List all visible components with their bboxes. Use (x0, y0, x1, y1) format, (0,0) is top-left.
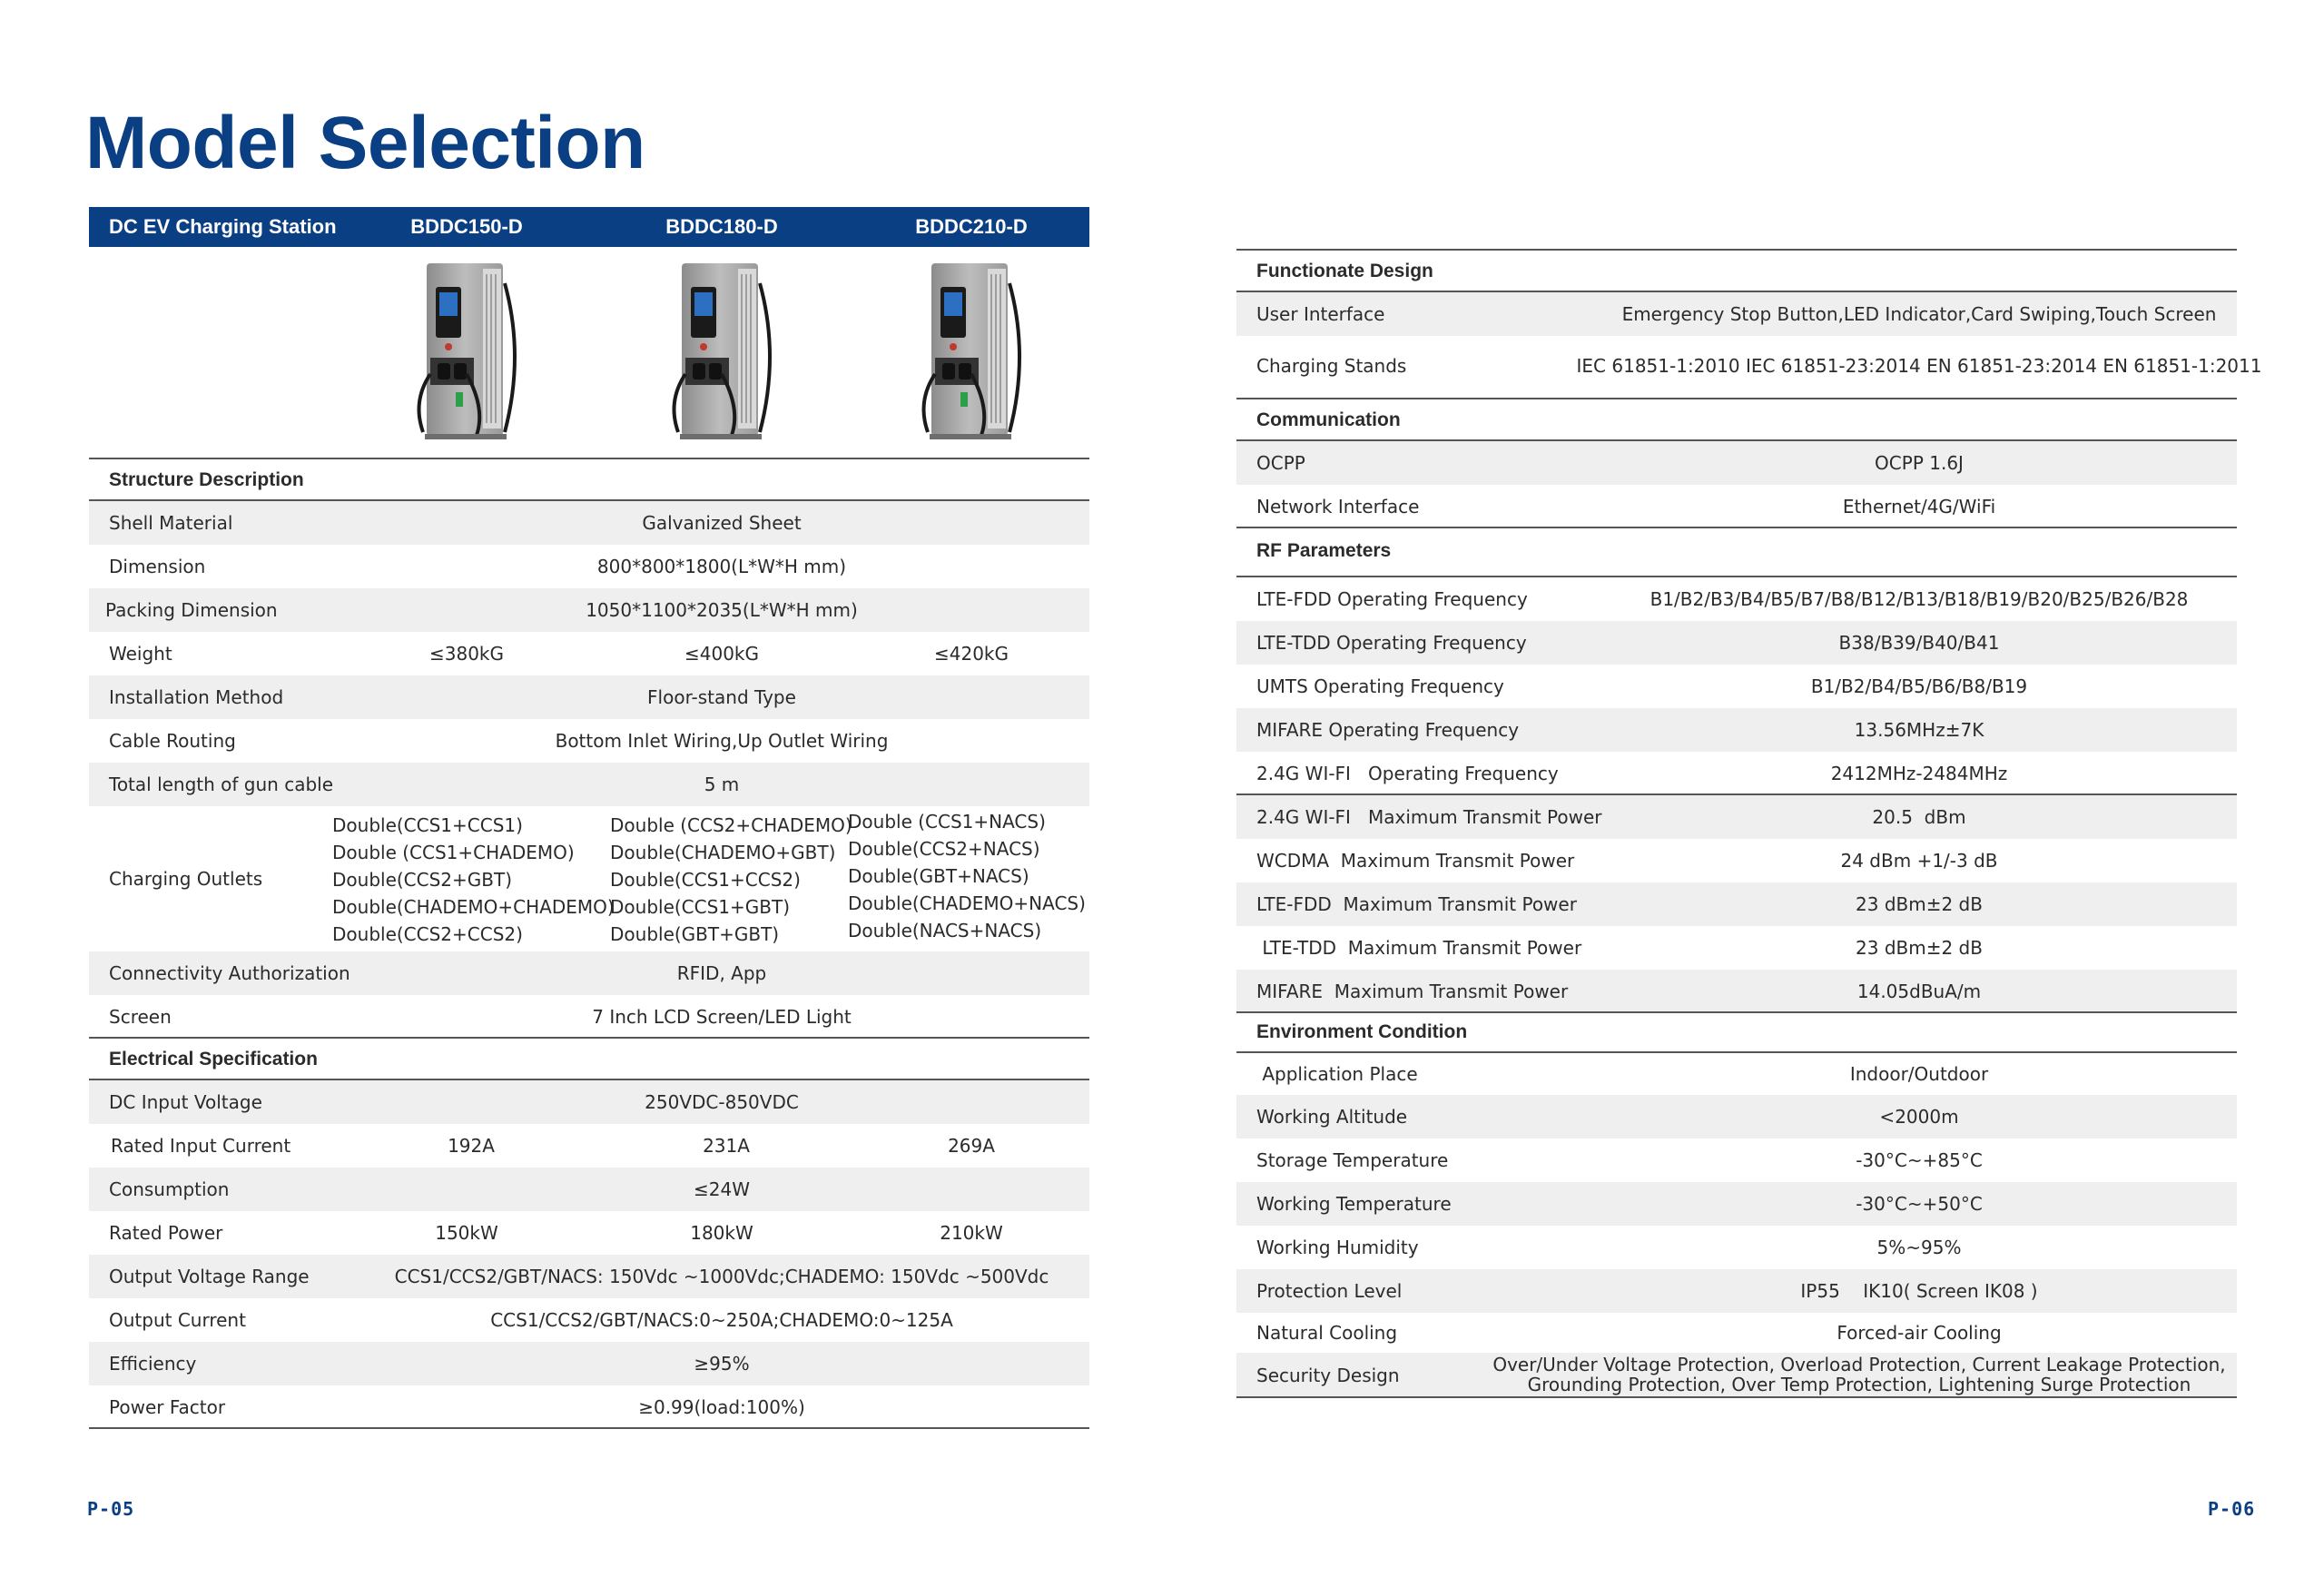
section-functional: Functionate Design (1236, 251, 2237, 292)
row-wcdma-power (1236, 839, 2237, 882)
page-number-right: P-06 (2208, 1498, 2256, 1520)
row-label: 2.4G WI-FI Operating Frequency (1256, 763, 1559, 784)
row-value: Indoor/Outdoor (1849, 1063, 1989, 1085)
row-value: -30°C~+85°C (1856, 1149, 1983, 1171)
row-value: 250VDC-850VDC (645, 1091, 799, 1113)
row-value: 2412MHz-2484MHz (1830, 763, 2008, 784)
header-label: DC EV Charging Station (109, 215, 337, 238)
row-installation (89, 675, 1089, 719)
security-value (1236, 1355, 2237, 1395)
row-label: Consumption (109, 1178, 230, 1200)
row-label: UMTS Operating Frequency (1256, 675, 1504, 697)
row-label: Charging Outlets (109, 868, 263, 890)
row-label: Shell Material (109, 512, 233, 534)
row-output-voltage (89, 1255, 1089, 1298)
section-electrical: Electrical Specification (89, 1039, 1089, 1080)
ev-charger-image (658, 256, 785, 448)
row-value: 14.05dBuA/m (1856, 981, 1982, 1002)
outlet-column-3 (848, 808, 1086, 944)
row-value: 24 dBm +1/-3 dB (1840, 850, 1998, 872)
row-label: Weight (109, 643, 172, 665)
outlet-item: Double(CCS2+NACS) (848, 838, 1040, 860)
row-security-design (1236, 1353, 2237, 1398)
row-label: Natural Cooling (1256, 1322, 1398, 1344)
row-authorization (89, 951, 1089, 995)
row-application-place (1236, 1053, 2237, 1095)
row-value: B1/B2/B4/B5/B6/B8/B19 (1810, 675, 2028, 697)
row-ocpp (1236, 441, 2237, 485)
row-label: Rated Power (109, 1222, 223, 1244)
row-lte-fdd-freq (1236, 577, 2237, 621)
row-label: Installation Method (109, 686, 284, 708)
row-value: 150kW (435, 1222, 498, 1244)
row-label: MIFARE Operating Frequency (1256, 719, 1520, 741)
outlet-column-2 (610, 812, 852, 948)
row-label: Application Place (1256, 1063, 1418, 1085)
row-value: IP55 IK10( Screen IK08 ) (1800, 1280, 2038, 1302)
ev-charger-image (908, 256, 1035, 448)
model-bddc150: BDDC150-D (410, 215, 523, 238)
security-line-2: Grounding Protection, Over Temp Protection, Lightening Surge Protection (1527, 1374, 2191, 1395)
row-value: RFID, App (676, 962, 767, 984)
row-cable-routing (89, 719, 1089, 763)
row-label: Total length of gun cable (109, 774, 334, 795)
row-user-interface (1236, 292, 2237, 336)
row-wifi-freq (1236, 752, 2237, 795)
row-label: Screen (109, 1006, 172, 1028)
table-header (89, 207, 1089, 247)
row-label: LTE-TDD Maximum Transmit Power (1256, 937, 1582, 959)
outlet-item: Double(CHADEMO+NACS) (848, 892, 1086, 914)
row-label: LTE-FDD Operating Frequency (1256, 588, 1528, 610)
row-value: OCPP 1.6J (1875, 452, 1964, 474)
row-value: 20.5 dBm (1872, 806, 1966, 828)
row-power-factor (89, 1385, 1089, 1429)
outlet-item: Double (CCS1+NACS) (848, 811, 1046, 833)
row-value: 210kW (940, 1222, 1003, 1244)
row-value: 180kW (690, 1222, 753, 1244)
outlet-item: Double (CCS1+CHADEMO) (332, 842, 575, 863)
row-working-altitude (1236, 1095, 2237, 1138)
row-value: ≥95% (694, 1353, 750, 1375)
row-label: Output Current (109, 1309, 246, 1331)
row-rated-power (89, 1211, 1089, 1255)
row-label: LTE-FDD Maximum Transmit Power (1256, 893, 1577, 915)
row-storage-temperature (1236, 1138, 2237, 1182)
row-label: Cable Routing (109, 730, 236, 752)
row-charging-stands (1236, 336, 2262, 399)
row-wifi-power (1236, 795, 2237, 839)
page-title: Model Selection (85, 102, 645, 184)
outlet-item: Double(GBT+NACS) (848, 865, 1029, 887)
row-label: LTE-TDD Operating Frequency (1256, 632, 1527, 654)
row-label: Storage Temperature (1256, 1149, 1449, 1171)
row-value: 13.56MHz±7K (1854, 719, 1984, 741)
row-protection-level (1236, 1269, 2237, 1313)
row-value: B1/B2/B3/B4/B5/B7/B8/B12/B13/B18/B19/B20/B25/B26/B28 (1649, 588, 2189, 610)
row-gun-cable (89, 763, 1089, 806)
outlet-item: Double(CCS2+GBT) (332, 869, 513, 891)
row-value: 23 dBm±2 dB (1856, 937, 1983, 959)
row-value: ≤400kG (684, 643, 760, 665)
row-label: Network Interface (1256, 496, 1420, 517)
row-value: ≥0.99(load:100%) (638, 1396, 805, 1418)
outlet-item: Double(CCS1+CCS2) (610, 869, 801, 891)
row-dimension (89, 545, 1089, 588)
row-value: 231A (703, 1135, 750, 1157)
section-structure: Structure Description (89, 459, 1089, 501)
outlet-item: Double(GBT+GBT) (610, 923, 780, 945)
row-working-humidity (1236, 1226, 2237, 1269)
product-images (89, 247, 1089, 459)
row-value: 23 dBm±2 dB (1856, 893, 1983, 915)
row-label: 2.4G WI-FI Maximum Transmit Power (1256, 806, 1602, 828)
outlet-column-1 (332, 812, 615, 948)
row-efficiency (89, 1342, 1089, 1385)
outlet-item: Double(CCS2+CCS2) (332, 923, 523, 945)
row-value: Galvanized Sheet (642, 512, 802, 534)
row-label: Rated Input Current (111, 1135, 291, 1157)
security-line-1: Over/Under Voltage Protection, Overload Protection, Current Leakage Protection, (1492, 1354, 2226, 1375)
row-label: Security Design (1256, 1365, 1400, 1386)
row-value: Forced-air Cooling (1837, 1322, 2002, 1344)
row-label: Packing Dimension (105, 599, 278, 621)
row-network-interface (1236, 485, 2237, 528)
model-bddc210: BDDC210-D (915, 215, 1028, 238)
row-dc-input (89, 1080, 1089, 1124)
row-value: Floor-stand Type (647, 686, 796, 708)
row-mifare-freq (1236, 708, 2237, 752)
row-value: Ethernet/4G/WiFi (1842, 496, 1996, 517)
row-label: Dimension (109, 556, 206, 577)
row-value: 7 Inch LCD Screen/LED Light (592, 1006, 852, 1028)
row-value: IEC 61851-1:2010 IEC 61851-23:2014 EN 61851-23:2014 EN 61851-1:2011 (1576, 355, 2262, 377)
row-label: User Interface (1256, 303, 1385, 325)
row-value: <2000m (1879, 1106, 1959, 1128)
row-output-current (89, 1298, 1089, 1342)
row-label: Working Altitude (1256, 1106, 1408, 1128)
row-value: ≤420kG (933, 643, 1009, 665)
row-value: Emergency Stop Button,LED Indicator,Card Swiping,Touch Screen (1621, 303, 2217, 325)
section-communication: Communication (1236, 399, 2237, 441)
row-packing-dimension (89, 588, 1089, 632)
right-spec-table (1236, 249, 2262, 1398)
row-shell-material (89, 501, 1089, 545)
row-label: Connectivity Authorization (109, 962, 350, 984)
row-value: -30°C~+50°C (1856, 1193, 1983, 1215)
outlet-item: Double(CHADEMO+GBT) (610, 842, 836, 863)
row-value: CCS1/CCS2/GBT/NACS:0~250A;CHADEMO:0~125A (490, 1309, 953, 1331)
row-value: CCS1/CCS2/GBT/NACS: 150Vdc ~1000Vdc;CHADEMO: 150Vdc ~500Vdc (394, 1266, 1049, 1287)
section-environment: Environment Condition (1236, 1013, 2237, 1053)
row-lte-fdd-power (1236, 882, 2237, 926)
row-value: 269A (948, 1135, 995, 1157)
row-mifare-power (1236, 970, 2237, 1013)
row-label: Charging Stands (1256, 355, 1407, 377)
outlet-item: Double(CCS1+GBT) (610, 896, 791, 918)
row-label: Efficiency (109, 1353, 197, 1375)
row-value: Bottom Inlet Wiring,Up Outlet Wiring (555, 730, 889, 752)
row-label: DC Input Voltage (109, 1091, 262, 1113)
row-lte-tdd-power (1236, 926, 2237, 970)
row-value: 1050*1100*2035(L*W*H mm) (586, 599, 858, 621)
row-value: ≤24W (694, 1178, 750, 1200)
row-label: Protection Level (1256, 1280, 1403, 1302)
row-umts-freq (1236, 665, 2237, 708)
row-label: Output Voltage Range (109, 1266, 310, 1287)
row-value: ≤380kG (428, 643, 505, 665)
row-consumption (89, 1168, 1089, 1211)
section-rf: RF Parameters (1236, 528, 2237, 577)
row-label: Working Temperature (1256, 1193, 1452, 1215)
outlet-item: Double(NACS+NACS) (848, 920, 1042, 941)
left-spec-table (89, 207, 1089, 1429)
row-screen (89, 995, 1089, 1039)
row-value: B38/B39/B40/B41 (1838, 632, 2000, 654)
row-working-temperature (1236, 1182, 2237, 1226)
model-bddc180: BDDC180-D (665, 215, 778, 238)
ev-charger-image (403, 256, 530, 448)
row-rated-input-current (89, 1124, 1089, 1168)
row-value: 5%~95% (1876, 1237, 1962, 1258)
row-label: MIFARE Maximum Transmit Power (1256, 981, 1569, 1002)
outlet-item: Double(CHADEMO+CHADEMO) (332, 896, 615, 918)
row-label: OCPP (1256, 452, 1305, 474)
row-label: Working Humidity (1256, 1237, 1419, 1258)
row-label: WCDMA Maximum Transmit Power (1256, 850, 1575, 872)
outlet-item: Double (CCS2+CHADEMO) (610, 814, 852, 836)
row-charging-outlets (89, 806, 1089, 951)
outlet-item: Double(CCS1+CCS1) (332, 814, 523, 836)
row-natural-cooling (1236, 1313, 2237, 1353)
row-value: 800*800*1800(L*W*H mm) (596, 556, 847, 577)
row-value: 5 m (704, 774, 740, 795)
row-value: 192A (448, 1135, 495, 1157)
row-label: Power Factor (109, 1396, 226, 1418)
page-number-left: P-05 (87, 1498, 135, 1520)
row-lte-tdd-freq (1236, 621, 2237, 665)
row-weight (89, 632, 1089, 675)
